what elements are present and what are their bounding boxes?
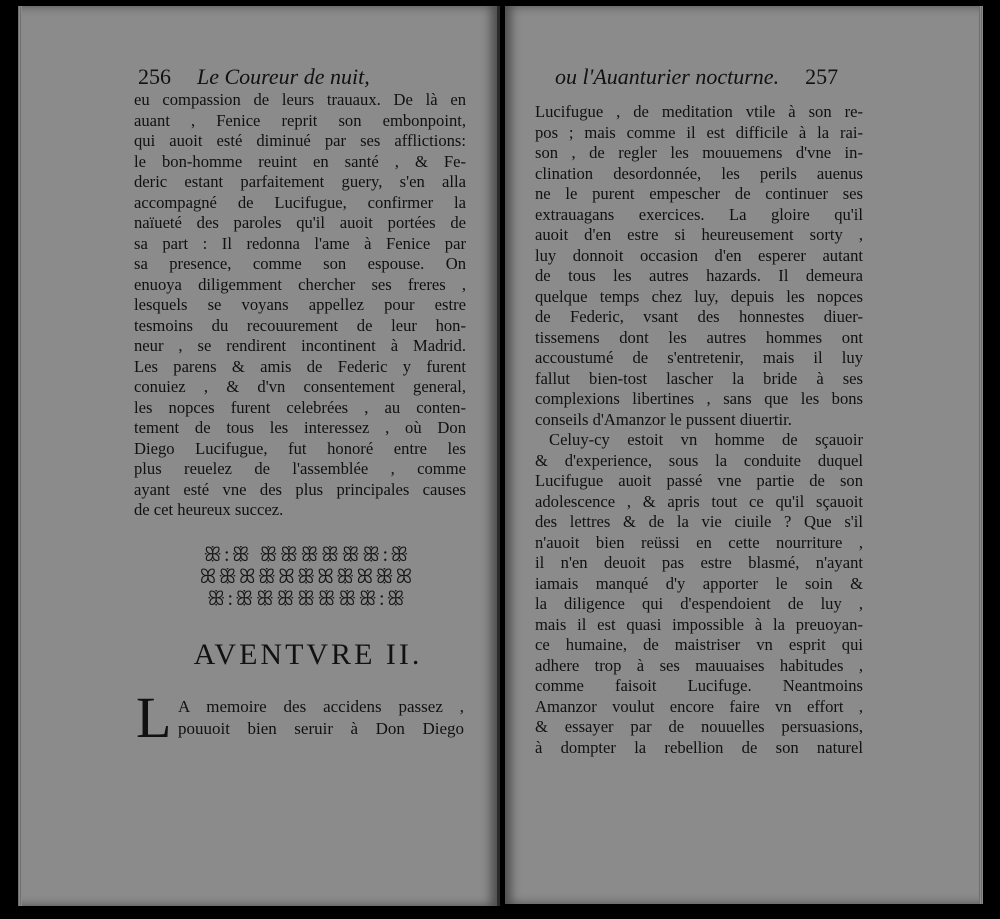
text-line: & d'experience, sous la conduite duquel [535,450,863,470]
left-body-text [134,90,466,521]
text-line: enuoya diligemment chercher ses freres , [134,274,466,294]
text-line: clination desordonnée, les perils auenus [535,163,863,183]
text-line: quelque temps chez luy, depuis les nopces [535,286,863,306]
text-line: Lucifugue auoit passé vne partie de son [535,471,863,490]
text-line: Amanzor voulut encore faire vn effort , [535,696,863,716]
text-line: n'auoit bien reüssi en cette nourriture , [535,532,863,552]
text-line: son , de regler les mouuemens d'vne in- [535,143,863,162]
right-running-head [555,64,838,94]
text-line: tissemens dont les autres hommes ont [535,327,863,347]
text-line: conseils d'Amanzor le pussent diuertir. [535,409,792,429]
right-page-edge [979,6,983,904]
text-line: Celuy-cy estoit vn homme de sçauoir [549,430,863,449]
text-line: de Federic, vsant des honnestes diuer- [535,307,863,326]
text-line: A memoire des accidens passez , [178,697,464,716]
text-line: & essayer par de nouuelles persuasions, [535,717,863,736]
right-body-text [535,102,863,430]
text-line: mais il est quasi impossible à la preuoyan- [535,614,863,634]
text-line: le bon-homme reuint en santé , & Fe- [134,151,466,171]
text-line: tesmoins du recouurement de leur hon- [134,315,466,335]
text-line: ne le purent empescher de continuer ses [535,184,863,203]
left-page-number: 256 [138,64,171,89]
text-line: adhere trop à ses mauuaises habitudes , [535,655,863,675]
text-line: accompagné de Lucifugue, confirmer la [134,192,466,212]
right-page-number: 257 [805,64,839,89]
text-line: deric estant parfaitement guery, s'en alla [134,172,466,191]
ornament-row: ꕥ:ꕥꕥꕥꕥꕥꕥꕥ:ꕥ [206,588,408,610]
text-line: il n'en deuoit pas estre blasmé, n'ayant [535,553,863,572]
text-line: des lettres & de la vie ciuile ? Que s'il [535,512,863,531]
text-line: plus reuelez de l'assemblée , comme [134,459,466,478]
text-line: fallut bien-tost lascher la bride à ses [535,368,863,388]
text-line: luy donnoit occasion d'en esperer autant [535,245,863,265]
text-line: adolescence , & apris tout ce qu'il sçauoit [535,491,863,511]
text-line: Diego Lucifugue, fut honoré entre les [134,438,466,458]
text-line: eu compassion de leurs trauaux. De là en [134,90,466,109]
text-line: ce humaine, de maistriser vn esprit qui [535,635,863,654]
text-line: ayant esté vne des plus principales causes [134,479,466,499]
text-line: la diligence qui d'espendoient de luy , [535,594,863,613]
text-line: tement de tous les interessez , où Don [134,418,466,437]
text-line: lesquels se voyans appellez pour estre [134,295,466,314]
left-page [18,6,500,906]
ornament-row: ꕥ:ꕥ ꕥꕥꕥꕥꕥꕥ:ꕥ [203,544,411,566]
text-line: neur , se rendirent incontinent à Madrid. [134,336,466,355]
text-line: qui auoit esté diminué par ses afflictions: [134,131,466,150]
text-line: conuiez , & d'vn consentement general, [134,377,466,396]
text-line: comme faisoit Lucifuge. Neantmoins [535,676,863,695]
drop-cap: L [136,685,172,750]
text-line: sa part : Il redonna l'ame à Fenice par [134,233,466,253]
right-body-text-2 [535,430,863,758]
text-line: iamais manqué d'y apporter le soin & [535,573,863,593]
text-line: de cet heureux succez. [134,500,284,519]
text-line: de tous les autres hazards. Il demeura [535,266,863,285]
text-line: sa presence, comme son espouse. On [134,254,466,273]
section-title: AVENTVRE II. [193,638,423,671]
opening-paragraph [178,696,464,740]
text-line: auoit d'en estre si heureusement sorty , [535,225,863,244]
right-running-title: ou l'Auanturier nocturne. [555,64,780,89]
left-running-title: Le Coureur de nuit, [197,64,370,89]
text-line: auant , Fenice reprit son embonpoint, [134,110,466,130]
text-line: à dompter la rebellion de son naturel [535,737,863,757]
right-page [505,6,983,904]
text-line: les nopces furent celebrées , au conten- [134,397,466,417]
text-line: pos ; mais comme il est difficile à la rai- [535,122,863,142]
text-line: extrauagans exercices. La gloire qu'il [535,204,863,224]
ornament-row: ꕤꕥꕤꕥꕤꕥꕤꕥꕤꕥꕤ [199,566,415,588]
text-line: accoustumé de s'entretenir, mais il luy [535,348,863,367]
ornamental-band [142,544,472,610]
text-line: naïueté des paroles qu'il auoit portées de [134,213,466,232]
text-line: pouuoit bien seruir à Don Diego [178,719,464,738]
left-page-edge [18,6,22,906]
text-line: Lucifugue , de meditation vtile à son re- [535,102,863,121]
text-line: complexions libertines , sans que les bons [535,389,863,408]
text-line: Les parens & amis de Federic y furent [134,356,466,376]
